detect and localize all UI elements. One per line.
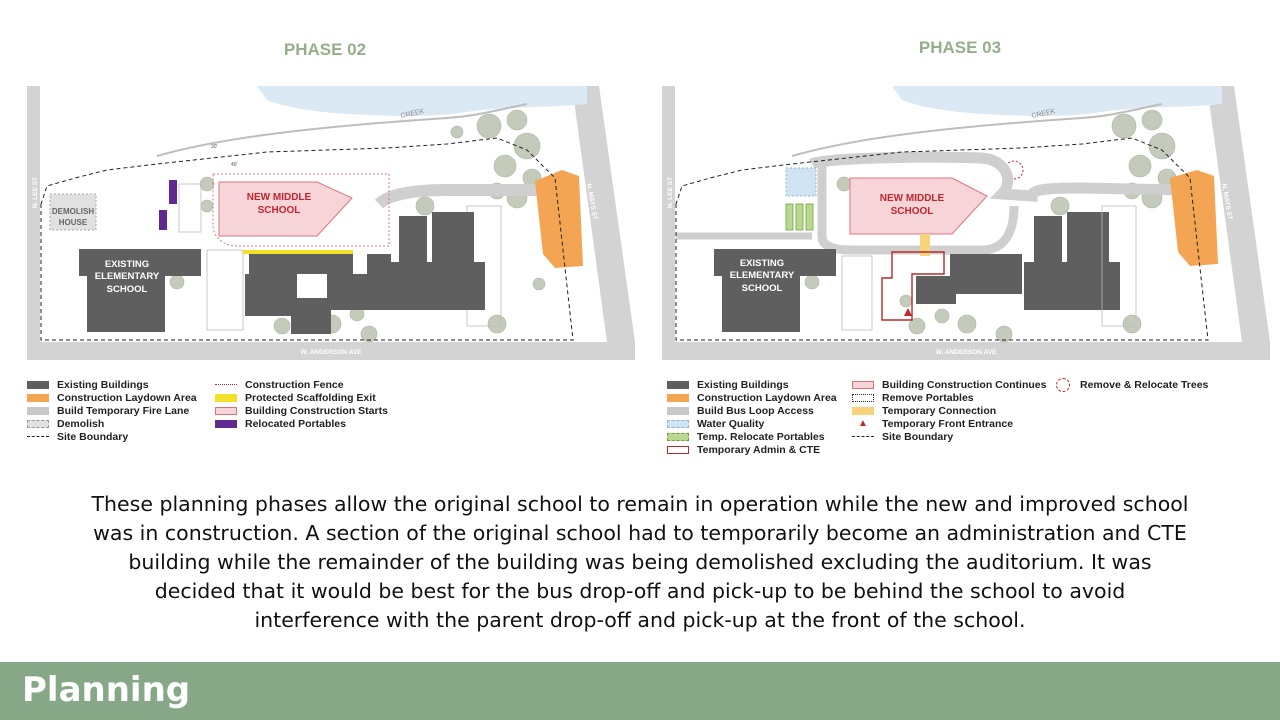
- legend-label: Site Boundary: [57, 430, 129, 443]
- creek-label: CREEK: [399, 108, 426, 120]
- legend-swatch: [27, 407, 49, 415]
- legend-item: [667, 378, 837, 391]
- legend-item: [27, 430, 197, 443]
- legend-label: Construction Laydown Area: [697, 391, 837, 404]
- legend-label: Build Temporary Fire Lane: [57, 404, 190, 417]
- legend-item: [215, 417, 388, 430]
- protected-scaffolding: [243, 250, 353, 254]
- legend-label: Water Quality: [697, 417, 765, 430]
- new-school-label-1: NEW MIDDLE: [879, 193, 945, 204]
- phase2-legend-col1: [27, 378, 197, 443]
- lee-street: [662, 86, 675, 360]
- water-quality: [786, 168, 816, 196]
- legend-label: Construction Fence: [245, 378, 344, 391]
- phase3-legend-col3: [1052, 378, 1208, 391]
- mays-street-label: N. MAYS ST: [585, 183, 599, 221]
- legend-label: Temporary Front Entrance: [882, 417, 1014, 430]
- creek-label: CREEK: [1030, 108, 1057, 120]
- legend-swatch: [852, 394, 874, 402]
- legend-swatch: [215, 384, 237, 385]
- legend-label: Building Construction Continues: [882, 378, 1047, 391]
- legend-swatch: [667, 407, 689, 415]
- elementary-label-2: ELEMENTARY: [94, 271, 160, 282]
- legend-item: [27, 404, 197, 417]
- demolish-label-2: HOUSE: [58, 218, 88, 227]
- legend-swatch: [27, 420, 49, 428]
- legend-label: Remove & Relocate Trees: [1080, 378, 1209, 391]
- legend-label: Relocated Portables: [245, 417, 346, 430]
- legend-swatch: [215, 394, 237, 402]
- legend-item: [667, 404, 837, 417]
- elementary-label-3: SCHOOL: [106, 284, 148, 295]
- legend-swatch: [667, 433, 689, 441]
- legend-label: Existing Buildings: [697, 378, 789, 391]
- legend-swatch: [215, 420, 237, 428]
- dim-a-label: 30': [211, 144, 218, 150]
- legend-label: Temporary Admin & CTE: [697, 443, 821, 456]
- elementary-label-1: EXISTING: [104, 259, 150, 270]
- section-title: Planning: [22, 670, 191, 710]
- legend-swatch: [27, 381, 49, 389]
- legend-item: [667, 417, 837, 430]
- legend-item: [667, 443, 837, 456]
- legend-item: [27, 391, 197, 404]
- legend-item: [667, 430, 837, 443]
- legend-item: [852, 430, 1046, 443]
- description-text: These planning phases allow the original school to remain in operation while the new and improved school was in construction. A section of the original school had to temporarily become an administration and CTE building while the remainder of the building was being demolished excluding the auditorium. It was decided that it would be best for the bus drop-off and pick-up to be behind the school to avoid interference with the parent drop-off and pick-up at the front of the school.: [91, 492, 1189, 632]
- legend-label: Temp. Relocate Portables: [697, 430, 825, 443]
- dashed-circle-icon: [1056, 378, 1070, 392]
- dim-b-label: 40': [231, 162, 238, 168]
- legend-label: Demolish: [57, 417, 105, 430]
- anderson-ave-label: W. ANDERSON AVE: [935, 349, 997, 356]
- legend-swatch: [27, 394, 49, 402]
- legend-swatch: [852, 436, 874, 437]
- legend-swatch: [27, 436, 49, 437]
- footer-bar: [0, 662, 1280, 720]
- legend-item: [852, 417, 1046, 430]
- phase2-site-plan: [27, 86, 635, 360]
- legend-item: [1052, 378, 1208, 391]
- legend-item: [667, 391, 837, 404]
- phase3-title: PHASE 03: [918, 38, 1002, 57]
- legend-label: Build Bus Loop Access: [697, 404, 814, 417]
- new-school-label-1: NEW MIDDLE: [246, 192, 312, 203]
- legend-label: Building Construction Starts: [245, 404, 388, 417]
- legend-item: [27, 417, 197, 430]
- legend-label: Temporary Connection: [882, 404, 997, 417]
- new-school-label-2: SCHOOL: [257, 205, 301, 216]
- anderson-ave-label: W. ANDERSON AVE: [300, 349, 362, 356]
- legend-label: Site Boundary: [882, 430, 954, 443]
- legend-item: [852, 391, 1046, 404]
- phase2-title: PHASE 02: [283, 40, 367, 59]
- phase3-legend-col2: [852, 378, 1046, 443]
- lee-street: [27, 86, 40, 360]
- demolish-label-1: DEMOLISH: [51, 207, 95, 216]
- legend-label: Existing Buildings: [57, 378, 149, 391]
- lee-street-label: N. LEE ST: [667, 176, 674, 208]
- triangle-icon: ▲: [858, 417, 868, 429]
- phase3-site-plan: [662, 86, 1270, 360]
- phase3-legend-col1: [667, 378, 837, 456]
- legend-item: [215, 378, 388, 391]
- legend-item: [27, 378, 197, 391]
- legend-swatch: [667, 381, 689, 389]
- mays-street-label: N. MAYS ST: [1220, 183, 1234, 221]
- legend-swatch: [667, 446, 689, 454]
- legend-label: Remove Portables: [882, 391, 974, 404]
- legend-swatch: [852, 381, 874, 389]
- legend-swatch: [215, 407, 237, 415]
- legend-item: [215, 404, 388, 417]
- temp-relocate-portables: [786, 204, 813, 230]
- elementary-label-1: EXISTING: [739, 258, 785, 269]
- new-school-label-2: SCHOOL: [890, 206, 934, 217]
- legend-swatch: [667, 420, 689, 428]
- legend-swatch: [852, 407, 874, 415]
- phase2-legend-col2: [215, 378, 388, 430]
- legend-label: Construction Laydown Area: [57, 391, 197, 404]
- legend-item: [852, 378, 1046, 391]
- elementary-label-2: ELEMENTARY: [729, 270, 795, 281]
- legend-item: [852, 404, 1046, 417]
- legend-swatch: [667, 394, 689, 402]
- legend-item: [215, 391, 388, 404]
- lee-street-label: N. LEE ST: [32, 176, 39, 208]
- legend-label: Protected Scaffolding Exit: [245, 391, 376, 404]
- relocated-portable: [159, 210, 167, 230]
- relocated-portable: [169, 180, 177, 204]
- elementary-label-3: SCHOOL: [741, 283, 783, 294]
